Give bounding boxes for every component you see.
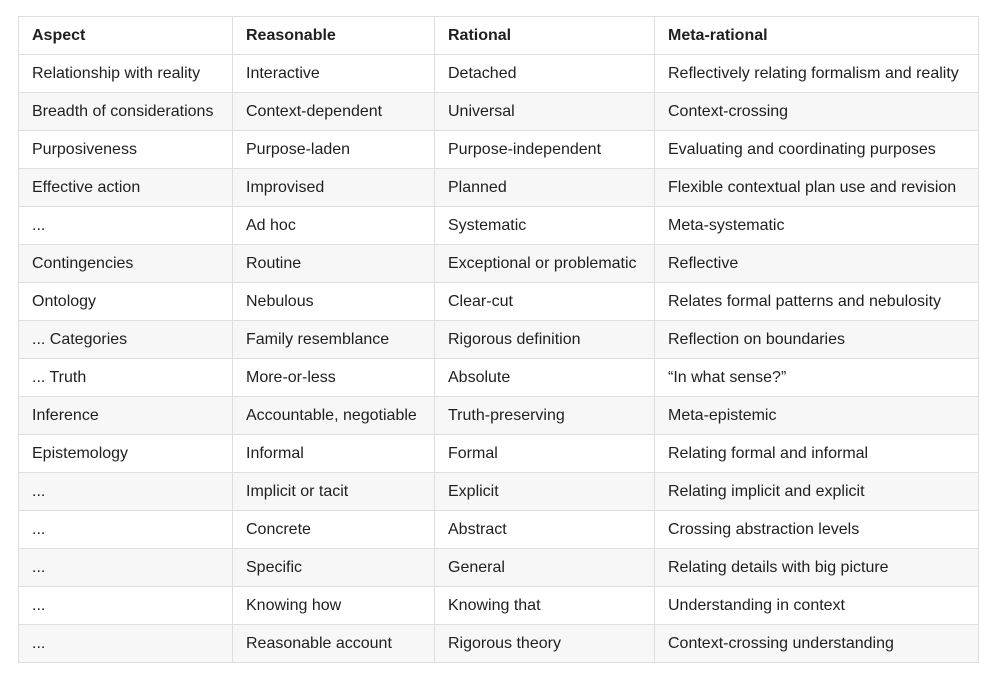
cell-meta-rational: Relating implicit and explicit xyxy=(655,473,979,511)
cell-reasonable: Family resemblance xyxy=(233,321,435,359)
cell-reasonable: Informal xyxy=(233,435,435,473)
cell-meta-rational: Reflection on boundaries xyxy=(655,321,979,359)
cell-reasonable: More-or-less xyxy=(233,359,435,397)
cell-reasonable: Reasonable account xyxy=(233,625,435,663)
cell-rational: Clear-cut xyxy=(435,283,655,321)
cell-rational: Exceptional or problematic xyxy=(435,245,655,283)
cell-reasonable: Concrete xyxy=(233,511,435,549)
cell-meta-rational: Reflective xyxy=(655,245,979,283)
cell-rational: Abstract xyxy=(435,511,655,549)
header-meta-rational: Meta-rational xyxy=(655,17,979,55)
table-row xyxy=(19,511,979,549)
cell-aspect: Contingencies xyxy=(19,245,233,283)
cell-reasonable: Implicit or tacit xyxy=(233,473,435,511)
cell-aspect: ... xyxy=(19,207,233,245)
cell-aspect: Effective action xyxy=(19,169,233,207)
table-row xyxy=(19,359,979,397)
table-row xyxy=(19,55,979,93)
cell-aspect: ... xyxy=(19,549,233,587)
table-row xyxy=(19,587,979,625)
table-row xyxy=(19,625,979,663)
cell-rational: Knowing that xyxy=(435,587,655,625)
cell-aspect: Relationship with reality xyxy=(19,55,233,93)
table-body xyxy=(19,55,979,663)
header-reasonable: Reasonable xyxy=(233,17,435,55)
cell-rational: Planned xyxy=(435,169,655,207)
cell-reasonable: Accountable, negotiable xyxy=(233,397,435,435)
cell-reasonable: Nebulous xyxy=(233,283,435,321)
cell-meta-rational: Meta-epistemic xyxy=(655,397,979,435)
cell-rational: Explicit xyxy=(435,473,655,511)
comparison-table xyxy=(18,16,979,663)
cell-rational: Rigorous theory xyxy=(435,625,655,663)
cell-aspect: Breadth of considerations xyxy=(19,93,233,131)
comparison-table-container xyxy=(18,16,979,663)
cell-meta-rational: Context-crossing xyxy=(655,93,979,131)
table-row xyxy=(19,169,979,207)
cell-reasonable: Knowing how xyxy=(233,587,435,625)
cell-aspect: Inference xyxy=(19,397,233,435)
table-row xyxy=(19,93,979,131)
cell-meta-rational: Context-crossing understanding xyxy=(655,625,979,663)
table-row xyxy=(19,397,979,435)
cell-meta-rational: Crossing abstraction levels xyxy=(655,511,979,549)
cell-aspect: ... xyxy=(19,473,233,511)
cell-meta-rational: “In what sense?” xyxy=(655,359,979,397)
table-row xyxy=(19,207,979,245)
table-row xyxy=(19,435,979,473)
cell-reasonable: Routine xyxy=(233,245,435,283)
cell-aspect: ... Categories xyxy=(19,321,233,359)
cell-reasonable: Context-dependent xyxy=(233,93,435,131)
header-aspect: Aspect xyxy=(19,17,233,55)
table-row xyxy=(19,245,979,283)
cell-meta-rational: Flexible contextual plan use and revision xyxy=(655,169,979,207)
cell-aspect: ... xyxy=(19,625,233,663)
cell-aspect: Epistemology xyxy=(19,435,233,473)
cell-reasonable: Specific xyxy=(233,549,435,587)
cell-meta-rational: Meta-systematic xyxy=(655,207,979,245)
table-header-row xyxy=(19,17,979,55)
cell-aspect: Purposiveness xyxy=(19,131,233,169)
table-row xyxy=(19,321,979,359)
cell-rational: Absolute xyxy=(435,359,655,397)
cell-reasonable: Ad hoc xyxy=(233,207,435,245)
table-row xyxy=(19,131,979,169)
cell-rational: Purpose-independent xyxy=(435,131,655,169)
cell-meta-rational: Relates formal patterns and nebulosity xyxy=(655,283,979,321)
cell-rational: Truth-preserving xyxy=(435,397,655,435)
cell-reasonable: Purpose-laden xyxy=(233,131,435,169)
table-row xyxy=(19,283,979,321)
cell-aspect: ... xyxy=(19,511,233,549)
cell-rational: General xyxy=(435,549,655,587)
table-row xyxy=(19,549,979,587)
cell-rational: Systematic xyxy=(435,207,655,245)
cell-rational: Rigorous definition xyxy=(435,321,655,359)
cell-meta-rational: Relating details with big picture xyxy=(655,549,979,587)
cell-rational: Detached xyxy=(435,55,655,93)
table-row xyxy=(19,473,979,511)
cell-reasonable: Interactive xyxy=(233,55,435,93)
cell-meta-rational: Understanding in context xyxy=(655,587,979,625)
header-rational: Rational xyxy=(435,17,655,55)
cell-meta-rational: Evaluating and coordinating purposes xyxy=(655,131,979,169)
cell-rational: Formal xyxy=(435,435,655,473)
cell-aspect: ... xyxy=(19,587,233,625)
cell-rational: Universal xyxy=(435,93,655,131)
cell-meta-rational: Relating formal and informal xyxy=(655,435,979,473)
cell-aspect: ... Truth xyxy=(19,359,233,397)
cell-meta-rational: Reflectively relating formalism and reality xyxy=(655,55,979,93)
cell-aspect: Ontology xyxy=(19,283,233,321)
cell-reasonable: Improvised xyxy=(233,169,435,207)
